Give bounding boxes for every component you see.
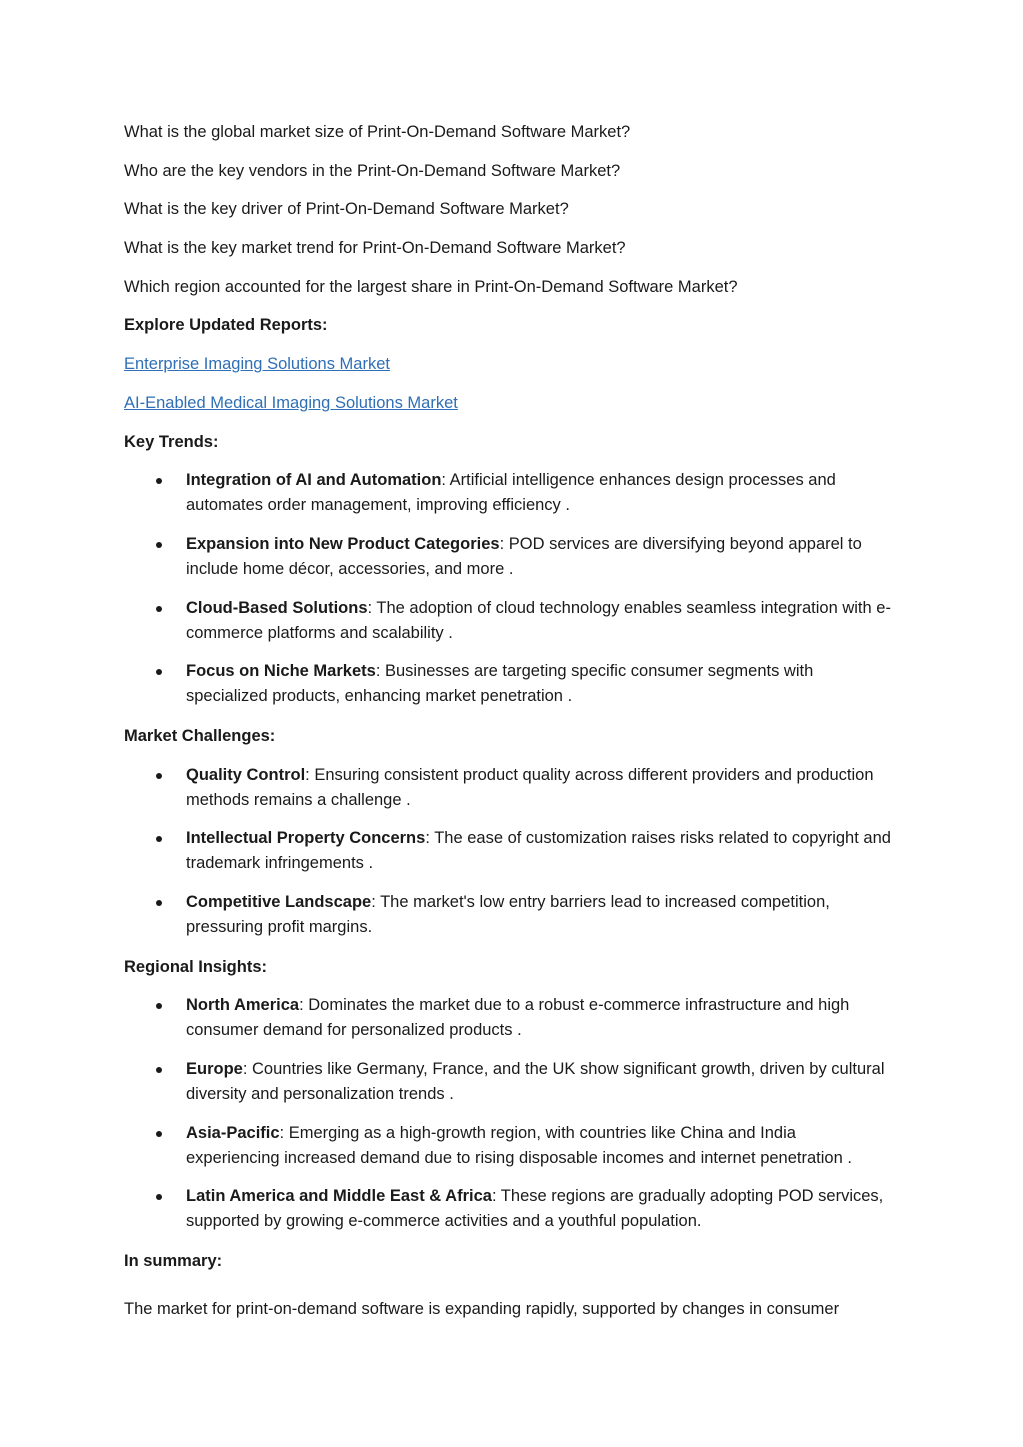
list-item xyxy=(124,993,893,1043)
item-text: : Businesses are targeting specific consumer segments with specialized products, enhancing market penetration . xyxy=(186,662,814,706)
item-text: : The market's low entry barriers lead to increased competition, pressuring profit margins. xyxy=(186,893,830,936)
item-term: Integration of AI and Automation xyxy=(186,471,442,490)
market-challenges-heading: Market Challenges: xyxy=(124,726,276,745)
item-text: : The adoption of cloud technology enables seamless integration with e-commerce platforms and scalability . xyxy=(186,598,891,642)
faq-question: What is the key market trend for Print-On-Demand Software Market? xyxy=(124,239,626,258)
list-item xyxy=(124,596,893,646)
summary-heading: In summary: xyxy=(124,1252,223,1271)
item-term: Cloud-Based Solutions xyxy=(186,598,368,617)
report-link-ai-medical-imaging[interactable]: AI-Enabled Medical Imaging Solutions Market xyxy=(124,393,458,412)
bullet-icon xyxy=(156,1067,162,1073)
faq-question: What is the key driver of Print-On-Demand Software Market? xyxy=(124,200,569,219)
item-term: Intellectual Property Concerns xyxy=(186,829,426,848)
bullet-icon xyxy=(156,836,162,842)
item-term: North America xyxy=(186,996,300,1015)
item-term: Quality Control xyxy=(186,765,306,784)
bullet-icon xyxy=(156,1194,162,1200)
key-trends-heading: Key Trends: xyxy=(124,432,219,451)
regional-insights-list xyxy=(124,993,893,1234)
item-text: : Dominates the market due to a robust e-commerce infrastructure and high consumer demand for personalized products . xyxy=(186,996,850,1040)
item-text: : Artificial intelligence enhances design processes and automates order management, improving efficiency . xyxy=(186,471,836,515)
item-text: : Ensuring consistent product quality across different providers and production methods remains a challenge . xyxy=(186,765,874,809)
list-item xyxy=(124,659,893,709)
explore-heading: Explore Updated Reports: xyxy=(124,316,328,335)
list-item xyxy=(124,468,893,518)
bullet-icon xyxy=(156,1131,162,1137)
faq-question: What is the global market size of Print-On-Demand Software Market? xyxy=(124,123,631,141)
bullet-icon xyxy=(156,478,162,484)
list-item xyxy=(124,1184,893,1234)
list-item xyxy=(124,763,893,813)
item-term: Focus on Niche Markets xyxy=(186,662,376,681)
item-term: Latin America and Middle East & Africa xyxy=(186,1187,492,1206)
item-term: Competitive Landscape xyxy=(186,893,372,911)
bullet-icon xyxy=(156,1003,162,1009)
item-term: Asia-Pacific xyxy=(186,1123,280,1142)
key-trends-list xyxy=(124,468,893,709)
item-term: Europe xyxy=(186,1060,243,1079)
report-link-enterprise-imaging[interactable]: Enterprise Imaging Solutions Market xyxy=(124,355,390,374)
list-item xyxy=(124,890,893,940)
report-link-item xyxy=(124,352,893,376)
bullet-icon xyxy=(156,542,162,548)
item-text: : The ease of customization raises risks related to copyright and trademark infringements . xyxy=(186,829,891,873)
regional-insights-heading: Regional Insights: xyxy=(124,957,268,976)
item-text: : Emerging as a high-growth region, with countries like China and India experiencing increased demand due to rising disposable incomes and internet penetration . xyxy=(186,1123,852,1167)
item-text: : Countries like Germany, France, and the UK show significant growth, driven by cultural diversity and personalization trends . xyxy=(186,1060,885,1104)
item-term: Expansion into New Product Categories xyxy=(186,534,500,553)
list-item xyxy=(124,1121,893,1171)
bullet-icon xyxy=(156,900,162,906)
list-item xyxy=(124,1057,893,1107)
item-text: : These regions are gradually adopting POD services, supported by growing e-commerce activities and a youthful population. xyxy=(186,1187,884,1231)
market-challenges-list xyxy=(124,763,893,940)
summary-text: The market for print-on-demand software is expanding rapidly, supported by changes in consumer xyxy=(124,1300,840,1319)
faq-question: Which region accounted for the largest share in Print-On-Demand Software Market? xyxy=(124,277,738,296)
bullet-icon xyxy=(156,606,162,612)
report-link-item xyxy=(124,391,893,415)
bullet-icon xyxy=(156,669,162,675)
list-item xyxy=(124,532,893,582)
item-text: : POD services are diversifying beyond apparel to include home décor, accessories, and more . xyxy=(186,534,862,578)
list-item xyxy=(124,826,893,876)
bullet-icon xyxy=(156,773,162,779)
faq-question: Who are the key vendors in the Print-On-Demand Software Market? xyxy=(124,161,621,180)
